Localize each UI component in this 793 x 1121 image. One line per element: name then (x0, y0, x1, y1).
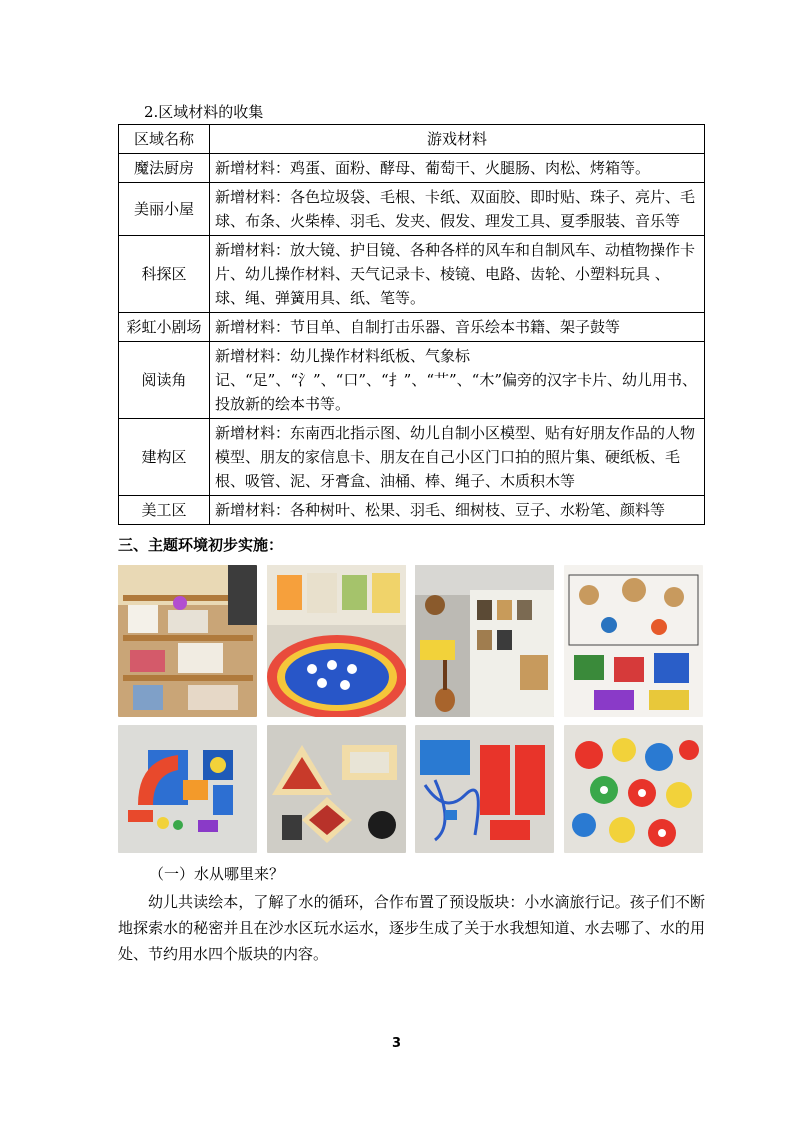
materials-cell: 新增材料：放大镜、护目镜、各种各样的风车和自制风车、动植物操作卡片、幼儿操作材料、天气记录卡、棱镜、电路、齿轮、小塑料玩具 、球、绳、弹簧用具、纸、笔等。 (210, 236, 705, 313)
materials-cell: 新增材料：各色垃圾袋、毛根、卡纸、双面胶、即时贴、珠子、亮片、毛球、布条、火柴棒、羽毛、发夹、假发、理发工具、夏季服装、音乐等 (210, 183, 705, 236)
header-area-name: 区域名称 (119, 125, 210, 154)
materials-cell: 新增材料：鸡蛋、面粉、酵母、葡萄干、火腿肠、肉松、烤箱等。 (210, 154, 705, 183)
area-cell: 美工区 (119, 496, 210, 525)
body-paragraph: 幼儿共读绘本，了解了水的循环，合作布置了预设版块：小水滴旅行记。孩子们不断地探索水的秘密并且在沙水区玩水运水，逐步生成了关于水我想知道、水去哪了、水的用处、节约用水四个版块的内容。 (118, 893, 705, 963)
section-title: 三、主题环境初步实施： (118, 536, 284, 554)
area-cell: 美丽小屋 (119, 183, 210, 236)
area-materials-table (118, 124, 705, 525)
art-display-photo (564, 565, 703, 717)
gear-toys-photo (564, 725, 703, 853)
materials-cell: 新增材料：幼儿操作材料纸板、气象标记、“足”、“氵”、“口”、“扌”、“艹”、“木”偏旁的汉字卡片、幼儿用书、投放新的绘本书等。 (210, 342, 705, 419)
materials-cell: 新增材料：各种树叶、松果、羽毛、细树枝、豆子、水粉笔、颜料等 (210, 496, 705, 525)
alphabet-rug-photo (267, 565, 406, 717)
materials-cell: 新增材料：东南西北指示图、幼儿自制小区模型、贴有好朋友作品的人物模型、朋友的家信息卡、朋友在自己小区门口拍的照片集、硬纸板、毛根、吸管、泥、牙膏盒、油桶、棒、绳子、木质积木等 (210, 419, 705, 496)
header-game-materials: 游戏材料 (210, 125, 705, 154)
photo-row (118, 725, 703, 853)
circuit-bin-photo (415, 725, 554, 853)
light-table-shapes-photo (267, 725, 406, 853)
section-subheading: 2.区域材料的收集 (144, 103, 264, 121)
area-cell: 阅读角 (119, 342, 210, 419)
area-cell: 魔法厨房 (119, 154, 210, 183)
area-cell: 彩虹小剧场 (119, 313, 210, 342)
classroom-shelf-photo (118, 565, 257, 717)
table-row (119, 419, 705, 496)
table-row (119, 313, 705, 342)
area-cell: 建构区 (119, 419, 210, 496)
music-wall-photo (415, 565, 554, 717)
foam-blocks-photo (118, 725, 257, 853)
table-row (119, 236, 705, 313)
photo-gallery (118, 565, 703, 861)
table-row (119, 342, 705, 419)
sub-section-heading: （一）水从哪里来？ (149, 865, 285, 883)
photo-row (118, 565, 703, 717)
area-cell: 科探区 (119, 236, 210, 313)
table-row (119, 496, 705, 525)
table-row (119, 183, 705, 236)
materials-cell: 新增材料：节目单、自制打击乐器、音乐绘本书籍、架子鼓等 (210, 313, 705, 342)
page-number: 3 (391, 1036, 402, 1051)
table-header-row (119, 125, 705, 154)
table-row (119, 154, 705, 183)
